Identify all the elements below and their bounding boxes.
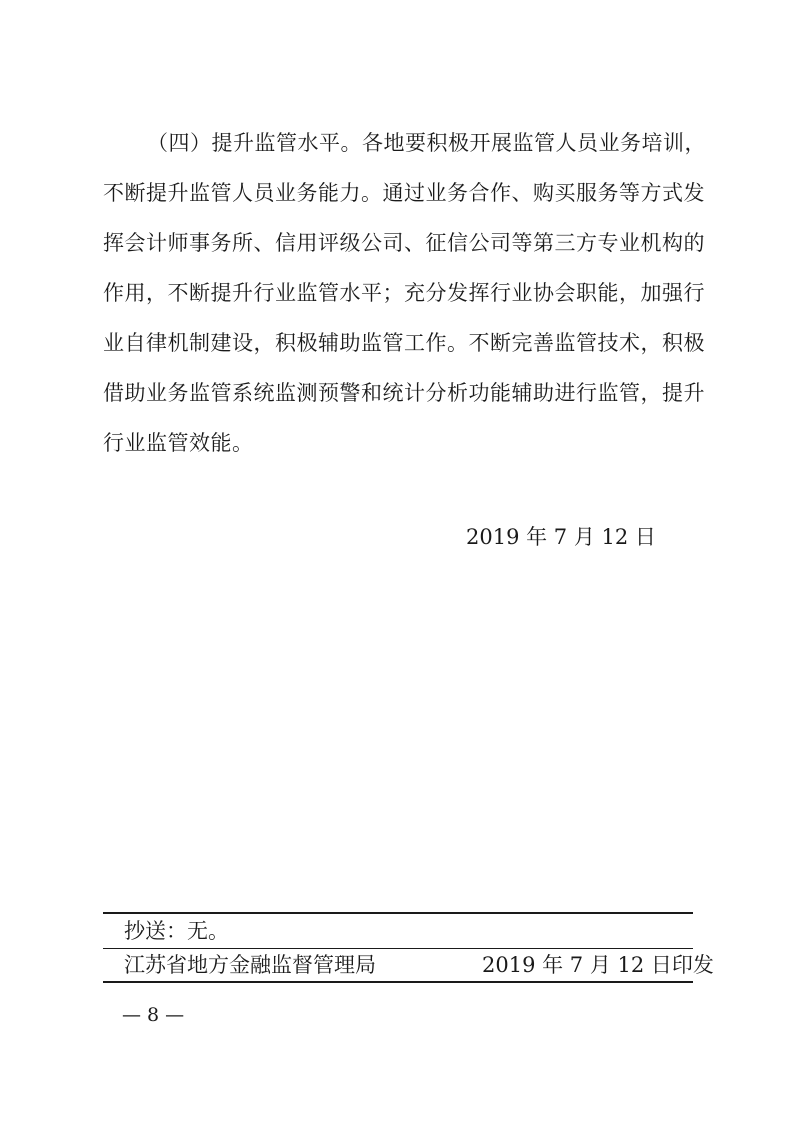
paragraph-line: 不断提升监管人员业务能力。通过业务合作、购买服务等方式发: [103, 181, 705, 205]
paragraph-line: 业自律机制建设，积极辅助监管工作。不断完善监管技术，积极: [103, 331, 705, 355]
paragraph-line: 作用，不断提升行业监管水平；充分发挥行业协会职能，加强行: [103, 281, 705, 305]
paragraph-line: 行业监管效能。: [103, 431, 254, 455]
footer-middle-rule: [103, 948, 693, 949]
document-date: 2019 年 7 月 12 日: [466, 525, 656, 549]
cc-line: 抄送：无。: [124, 919, 229, 943]
paragraph-line: 挥会计师事务所、信用评级公司、征信公司等第三方专业机构的: [103, 231, 705, 255]
page-number: — 8 —: [122, 1004, 185, 1026]
issue-date: 2019 年 7 月 12 日印发: [482, 953, 714, 977]
footer-bottom-rule: [103, 981, 693, 983]
paragraph-line: 借助业务监管系统监测预警和统计分析功能辅助进行监管，提升: [103, 381, 705, 405]
footer-top-rule: [103, 912, 693, 914]
issuer-name: 江苏省地方金融监督管理局: [124, 953, 376, 977]
paragraph-line: （四）提升监管水平。各地要积极开展监管人员业务培训，: [147, 131, 706, 155]
